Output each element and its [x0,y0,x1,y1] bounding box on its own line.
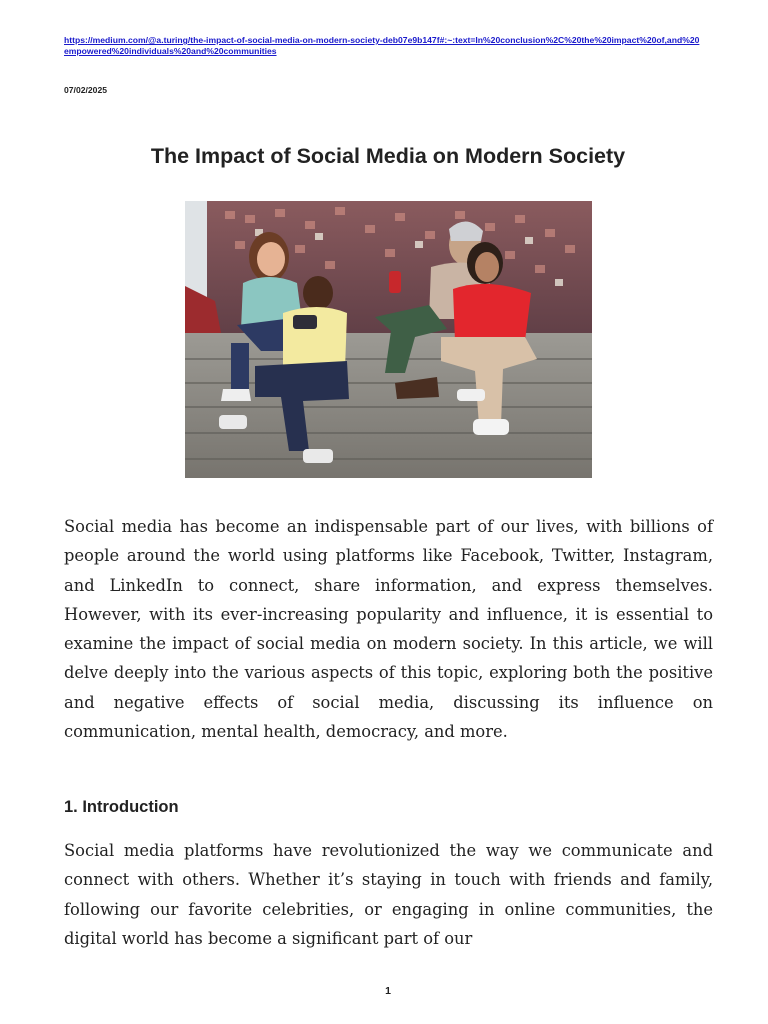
intro-paragraph: Social media has become an indispensable part of our lives, with billions of people around the world using platforms like Facebook, Twitter, Instagram, and LinkedIn to connect, share information, and express themselves. However, with its ever-increasing popularity and influence, it is essential to examine the impact of social media on modern society. In this article, we will delve deeply into the various aspects of this topic, exploring both the positive and negative effects of social media, discussing its influence on communication, mental health, democracy, and more. [64,517,713,742]
capture-date: 07/02/2025 [64,85,108,95]
section-heading-introduction: 1. Introduction [64,798,179,816]
introduction-paragraph: Social media platforms have revolutionized the way we communicate and connect with others. Whether it’s staying in touch with friends and family, following our favorite celebrities, or engaging in online communities, the digital world has become a significant part of our [64,841,713,948]
article-title: The Impact of Social Media on Modern Society [150,144,626,168]
page-number: 1 [385,985,391,997]
source-url-link[interactable]: https://medium.com/@a.turing/the-impact-of-social-media-on-modern-society-deb07e9b147f#:~:text=In%20conclusion%2C%20the%20impact%20of,and%20empowered%20individuals%20and%20communities [64,35,700,56]
hero-photo-friends-on-steps [185,201,592,478]
